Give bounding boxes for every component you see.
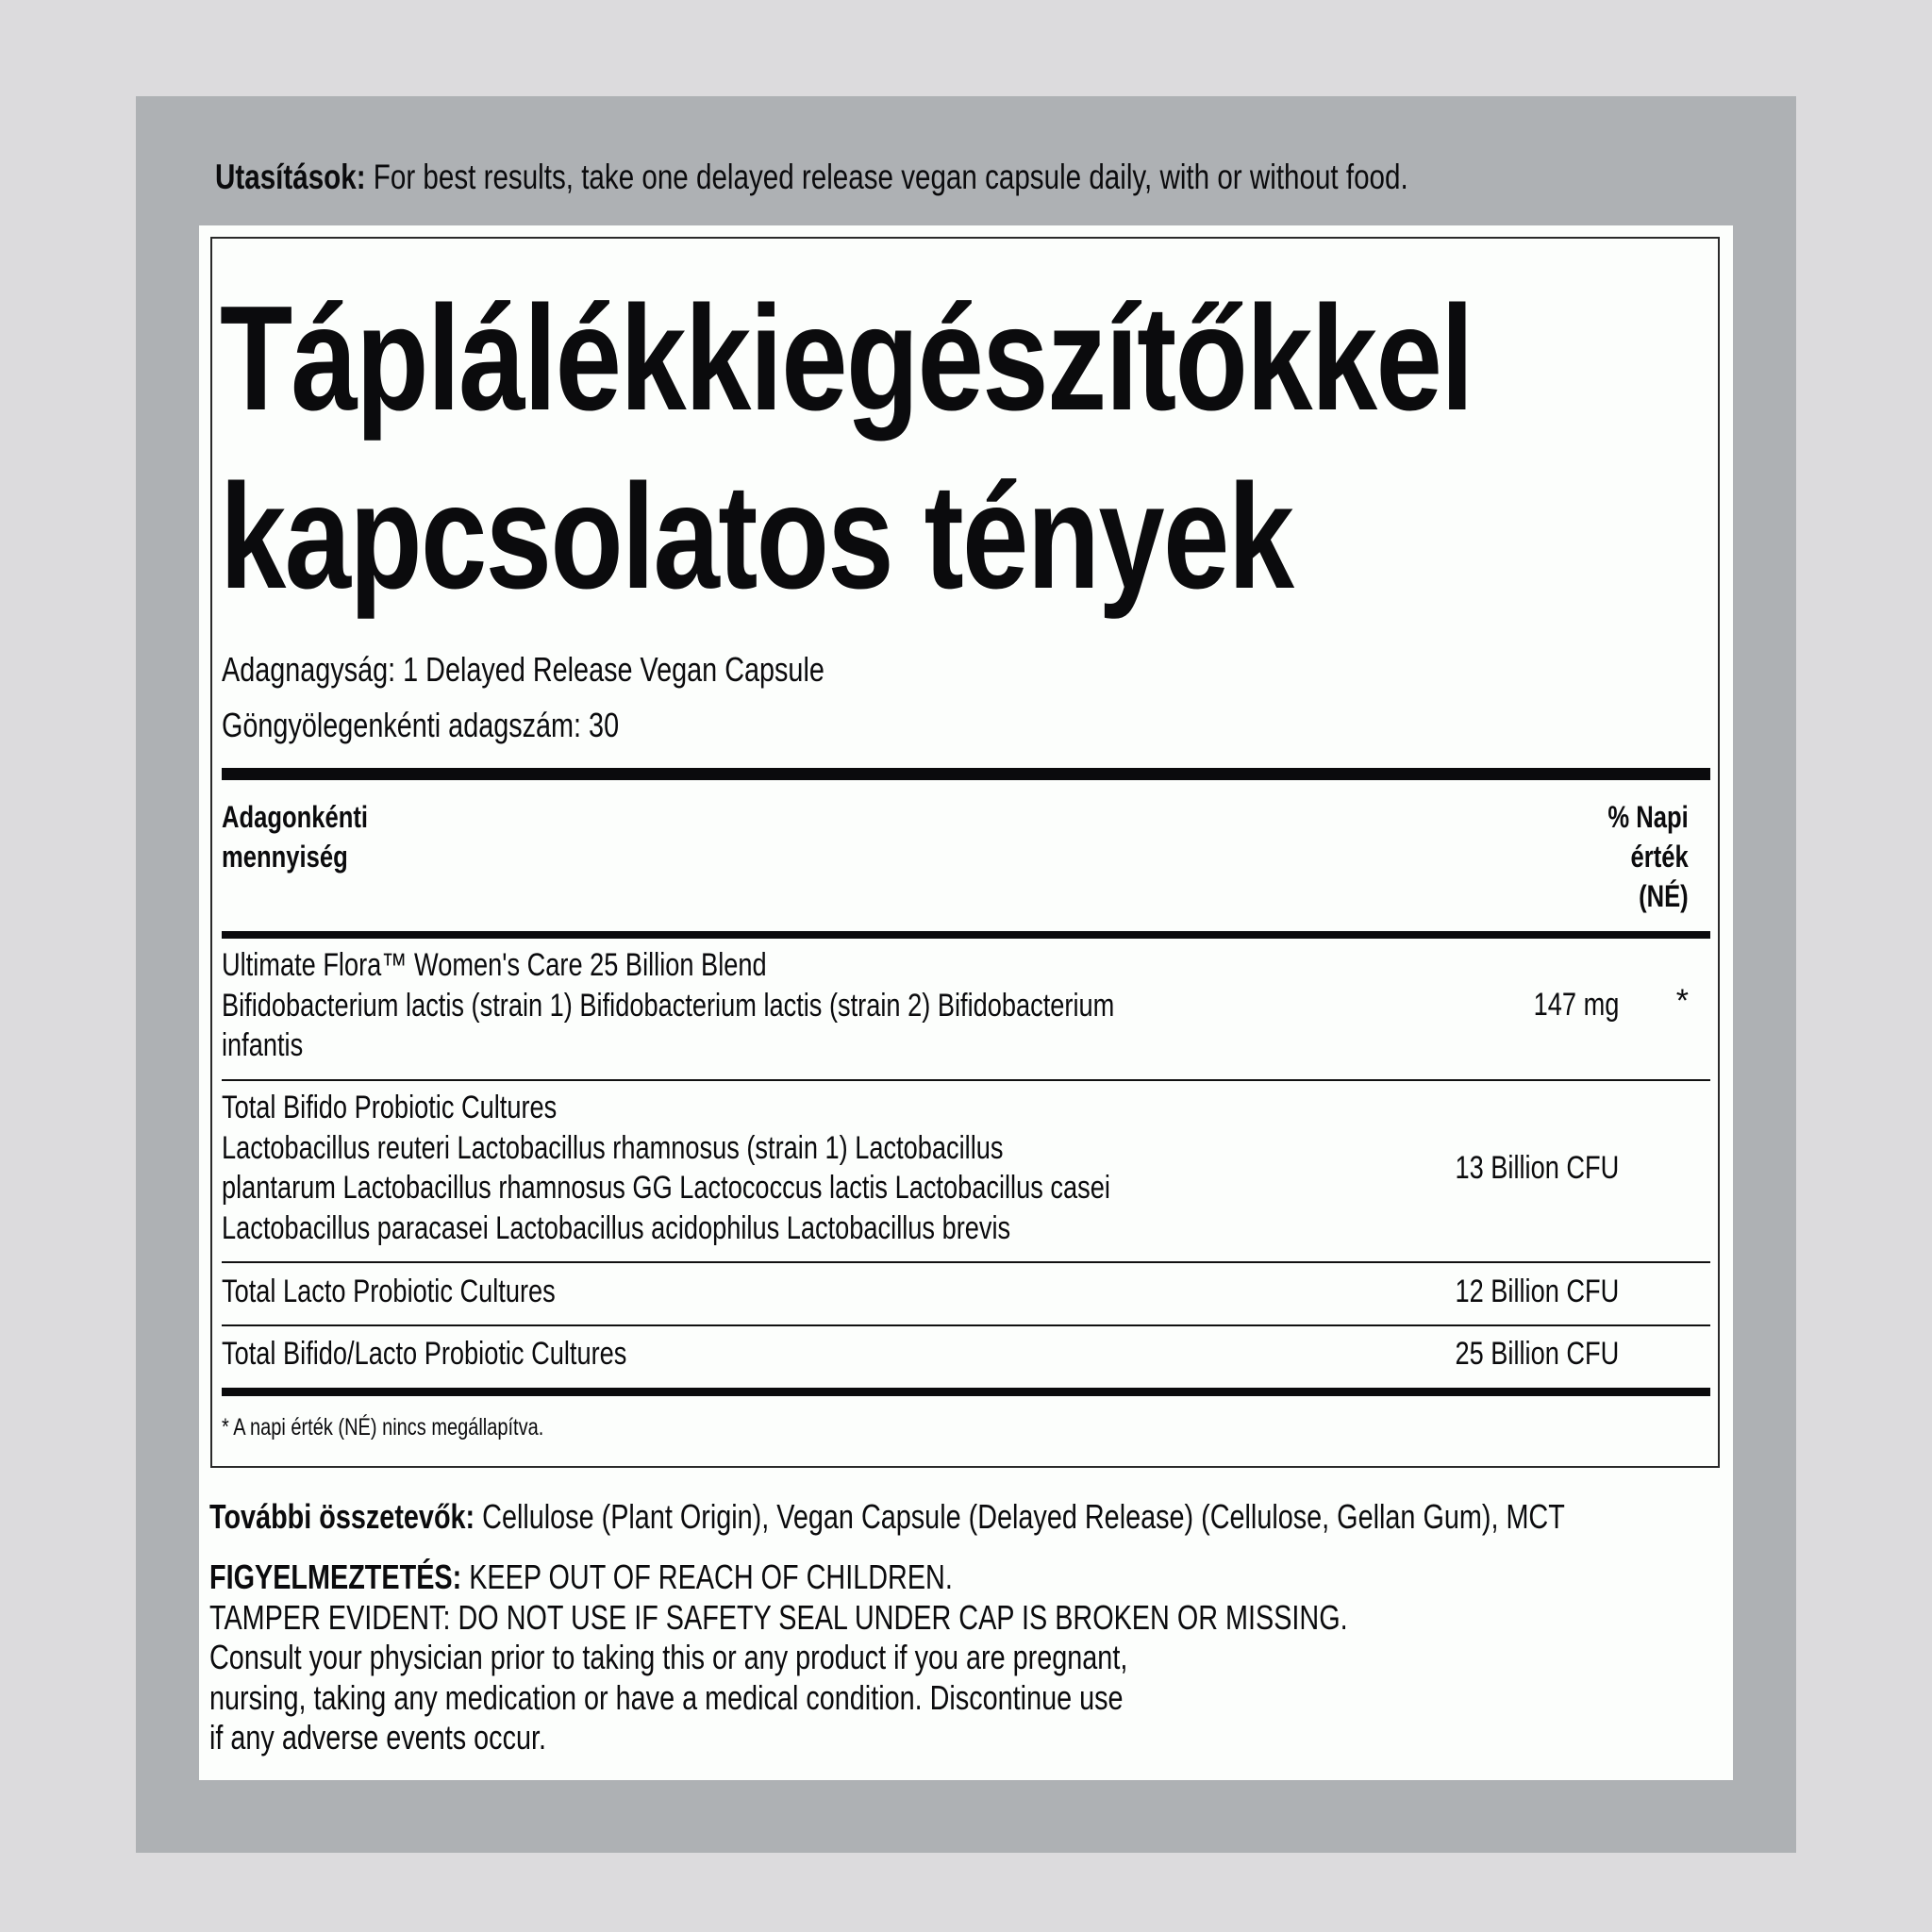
row-amount: 25 Billion CFU — [1455, 1336, 1619, 1372]
table-row-blend-label — [222, 945, 1114, 1066]
amount-per-serving-header — [222, 797, 368, 876]
row-line: Ultimate Flora™ Women's Care 25 Billion Blend — [222, 947, 767, 983]
footnote: * A napi érték (NÉ) nincs megállapítva. — [222, 1414, 544, 1441]
header-line: mennyiség — [222, 840, 348, 874]
facts-title-line-1: Táplálékkiegészítőkkel — [220, 275, 1473, 441]
warning-line: Consult your physician prior to taking this or any product if you are pregnant, — [209, 1638, 1128, 1676]
row-line: Bifidobacterium lactis (strain 1) Bifidobacterium lactis (strain 2) Bifidobacterium — [222, 987, 1115, 1024]
row-line: infantis — [222, 1027, 304, 1063]
thick-divider-bottom — [222, 1388, 1710, 1396]
warning-label: FIGYELMEZTETÉS: — [209, 1557, 462, 1596]
warning-first-line — [209, 1557, 1348, 1598]
table-row-total-label: Total Bifido/Lacto Probiotic Cultures — [222, 1336, 627, 1372]
row-divider — [222, 1079, 1710, 1081]
row-amount: 147 mg — [1533, 987, 1619, 1023]
servings-per-container: Göngyölegenkénti adagszám: 30 — [222, 706, 620, 744]
row-line: plantarum Lactobacillus rhamnosus GG Lactococcus lactis Lactobacillus casei — [222, 1170, 1110, 1206]
row-line: Lactobacillus reuteri Lactobacillus rhamnosus (strain 1) Lactobacillus — [222, 1129, 1004, 1166]
header-line: (NÉ) — [1639, 879, 1689, 913]
row-line: Lactobacillus paracasei Lactobacillus acidophilus Lactobacillus brevis — [222, 1209, 1011, 1246]
row-divider — [222, 1324, 1710, 1326]
daily-value-header — [1608, 797, 1689, 916]
serving-size: Adagnagyság: 1 Delayed Release Vegan Capsule — [222, 650, 824, 689]
header-line: érték — [1630, 840, 1689, 874]
directions-label: Utasítások: — [215, 158, 366, 196]
thick-divider-top — [222, 768, 1710, 780]
warning-text: KEEP OUT OF REACH OF CHILDREN. — [461, 1557, 953, 1596]
facts-title-line-2: kapcsolatos tények — [220, 454, 1293, 620]
row-amount: 13 Billion CFU — [1455, 1150, 1619, 1186]
thick-divider-header — [222, 931, 1710, 939]
other-ingredients — [209, 1497, 1565, 1538]
row-divider — [222, 1261, 1710, 1263]
warning-block — [209, 1557, 1348, 1758]
other-ingredients-label: További összetevők: — [209, 1497, 475, 1536]
header-line: Adagonkénti — [222, 800, 369, 834]
warning-line: nursing, taking any medication or have a medical condition. Discontinue use — [209, 1677, 1124, 1717]
other-ingredients-text: Cellulose (Plant Origin), Vegan Capsule (Delayed Release) (Cellulose, Gellan Gum), MCT — [475, 1497, 1565, 1536]
header-line: % Napi — [1607, 800, 1689, 834]
directions-text: For best results, take one delayed release vegan capsule daily, with or without food. — [365, 158, 1408, 196]
table-row-bifido-label — [222, 1088, 1110, 1248]
warning-line: TAMPER EVIDENT: DO NOT USE IF SAFETY SEAL UNDER CAP IS BROKEN OR MISSING. — [209, 1597, 1348, 1637]
row-line: Total Bifido Probiotic Cultures — [222, 1090, 558, 1125]
row-amount: 12 Billion CFU — [1455, 1274, 1619, 1309]
warning-line: if any adverse events occur. — [209, 1718, 546, 1757]
table-row-lacto-label: Total Lacto Probiotic Cultures — [222, 1274, 556, 1309]
directions — [215, 157, 1408, 198]
row-daily-value: * — [1675, 983, 1689, 1019]
